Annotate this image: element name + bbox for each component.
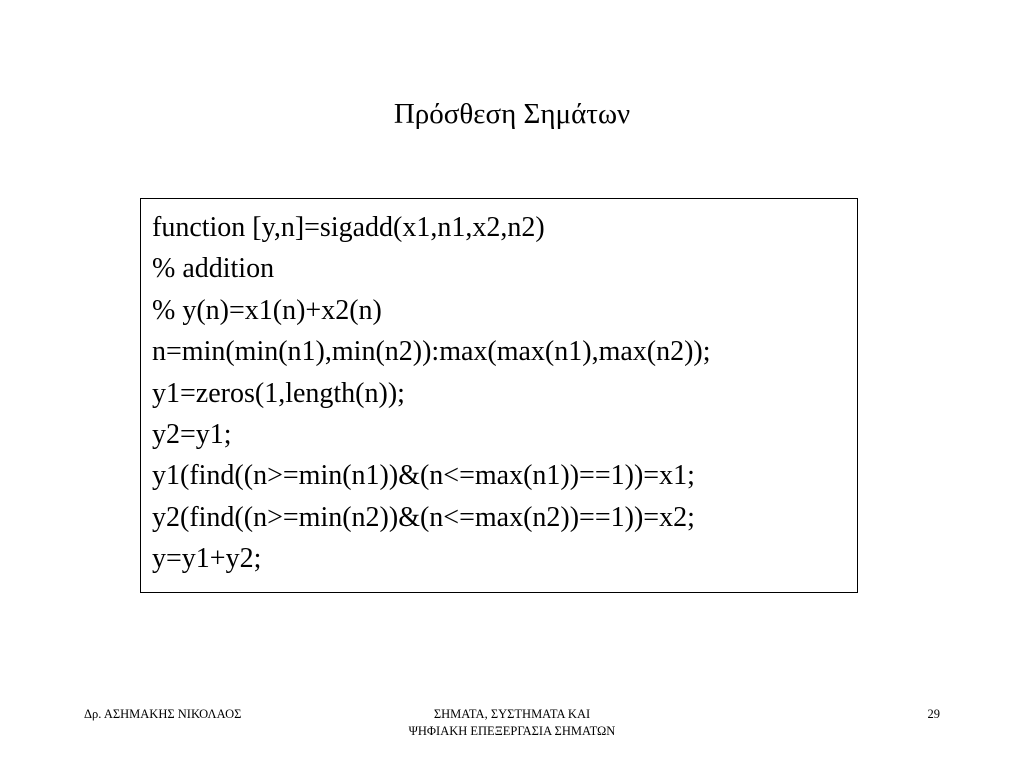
- footer-course-title: [312, 706, 712, 740]
- slide-title: Πρόσθεση Σημάτων: [393, 98, 631, 130]
- code-line-comment-formula: % y(n)=x1(n)+x2(n): [152, 294, 382, 326]
- code-line-sum: y=y1+y2;: [152, 543, 262, 575]
- code-line-y1-assign: y1(find((n>=min(n1))&(n<=max(n1))==1))=x1;: [152, 460, 695, 492]
- code-line-n-range: n=min(min(n1),min(n2)):max(max(n1),max(n2));: [152, 336, 711, 368]
- code-line-y1-zeros: y1=zeros(1,length(n));: [152, 377, 405, 409]
- footer-page-number: 29: [927, 707, 940, 721]
- code-line-y2-assign: y2(find((n>=min(n2))&(n<=max(n2))==1))=x2;: [152, 501, 695, 533]
- code-block: [140, 198, 858, 593]
- footer-course-line-1: ΣΗΜΑΤΑ, ΣΥΣΤΗΜΑΤΑ ΚΑΙ: [433, 707, 591, 721]
- footer-author: Δρ. ΑΣΗΜΑΚΗΣ ΝΙΚΟΛΑΟΣ: [84, 707, 242, 721]
- code-line-comment-addition: % addition: [152, 253, 275, 285]
- code-line-function-signature: function [y,n]=sigadd(x1,n1,x2,n2): [152, 212, 545, 243]
- code-line-y2-init: y2=y1;: [152, 419, 232, 451]
- footer-course-line-2: ΨΗΦΙΑΚΗ ΕΠΕΞΕΡΓΑΣΙΑ ΣΗΜΑΤΩΝ: [408, 724, 616, 738]
